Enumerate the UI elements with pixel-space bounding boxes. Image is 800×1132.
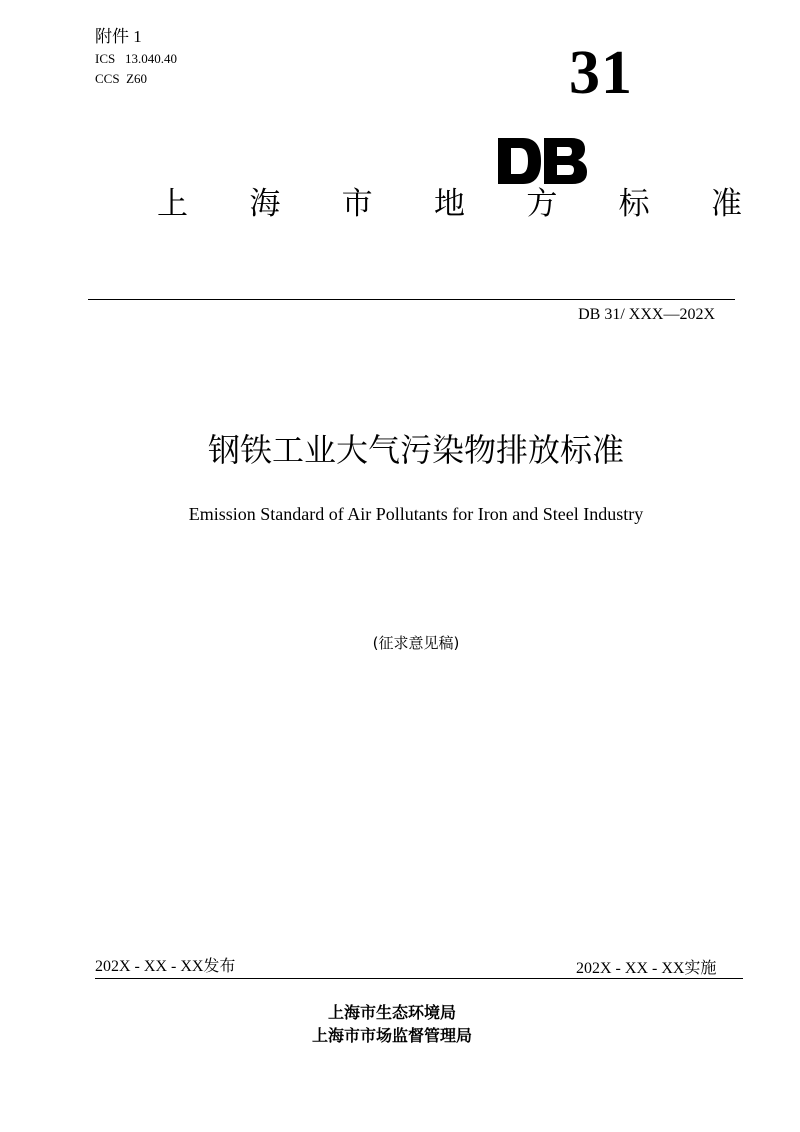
title-chinese: 钢铁工业大气污染物排放标准 (207, 431, 624, 469)
standard-number: DB 31/ XXX—202X (578, 306, 715, 323)
issue-date: 202X - XX - XX发布 (95, 958, 236, 975)
standard-type-char: 准 (710, 186, 742, 222)
footer-rule (95, 978, 743, 979)
issuing-authority: 上海市生态环境局 (327, 1003, 456, 1022)
title-english: Emission Standard of Air Pollutants for Iron and Steel Industry (188, 504, 644, 524)
issuing-authority: 上海市市场监督管理局 (311, 1026, 472, 1045)
ccs-code: CCS Z60 (95, 71, 148, 86)
db-logo-mark (497, 137, 589, 185)
standard-type-char: 上 (157, 186, 188, 222)
header-rule (88, 299, 735, 300)
standard-type-char: 方 (526, 186, 558, 222)
standard-type-char: 市 (341, 186, 373, 222)
standard-type-heading (157, 184, 742, 224)
standard-type-char: 标 (618, 186, 650, 222)
attachment-label: 附件 1 (95, 27, 142, 46)
ics-code: ICS 13.040.40 (95, 51, 177, 66)
standard-type-char: 地 (433, 186, 465, 222)
draft-note: (征求意见稿) (372, 634, 460, 652)
implementation-date: 202X - XX - XX实施 (576, 960, 717, 977)
standard-type-char: 海 (249, 186, 281, 222)
province-code: 31 (569, 39, 633, 107)
db-logo (497, 137, 589, 190)
